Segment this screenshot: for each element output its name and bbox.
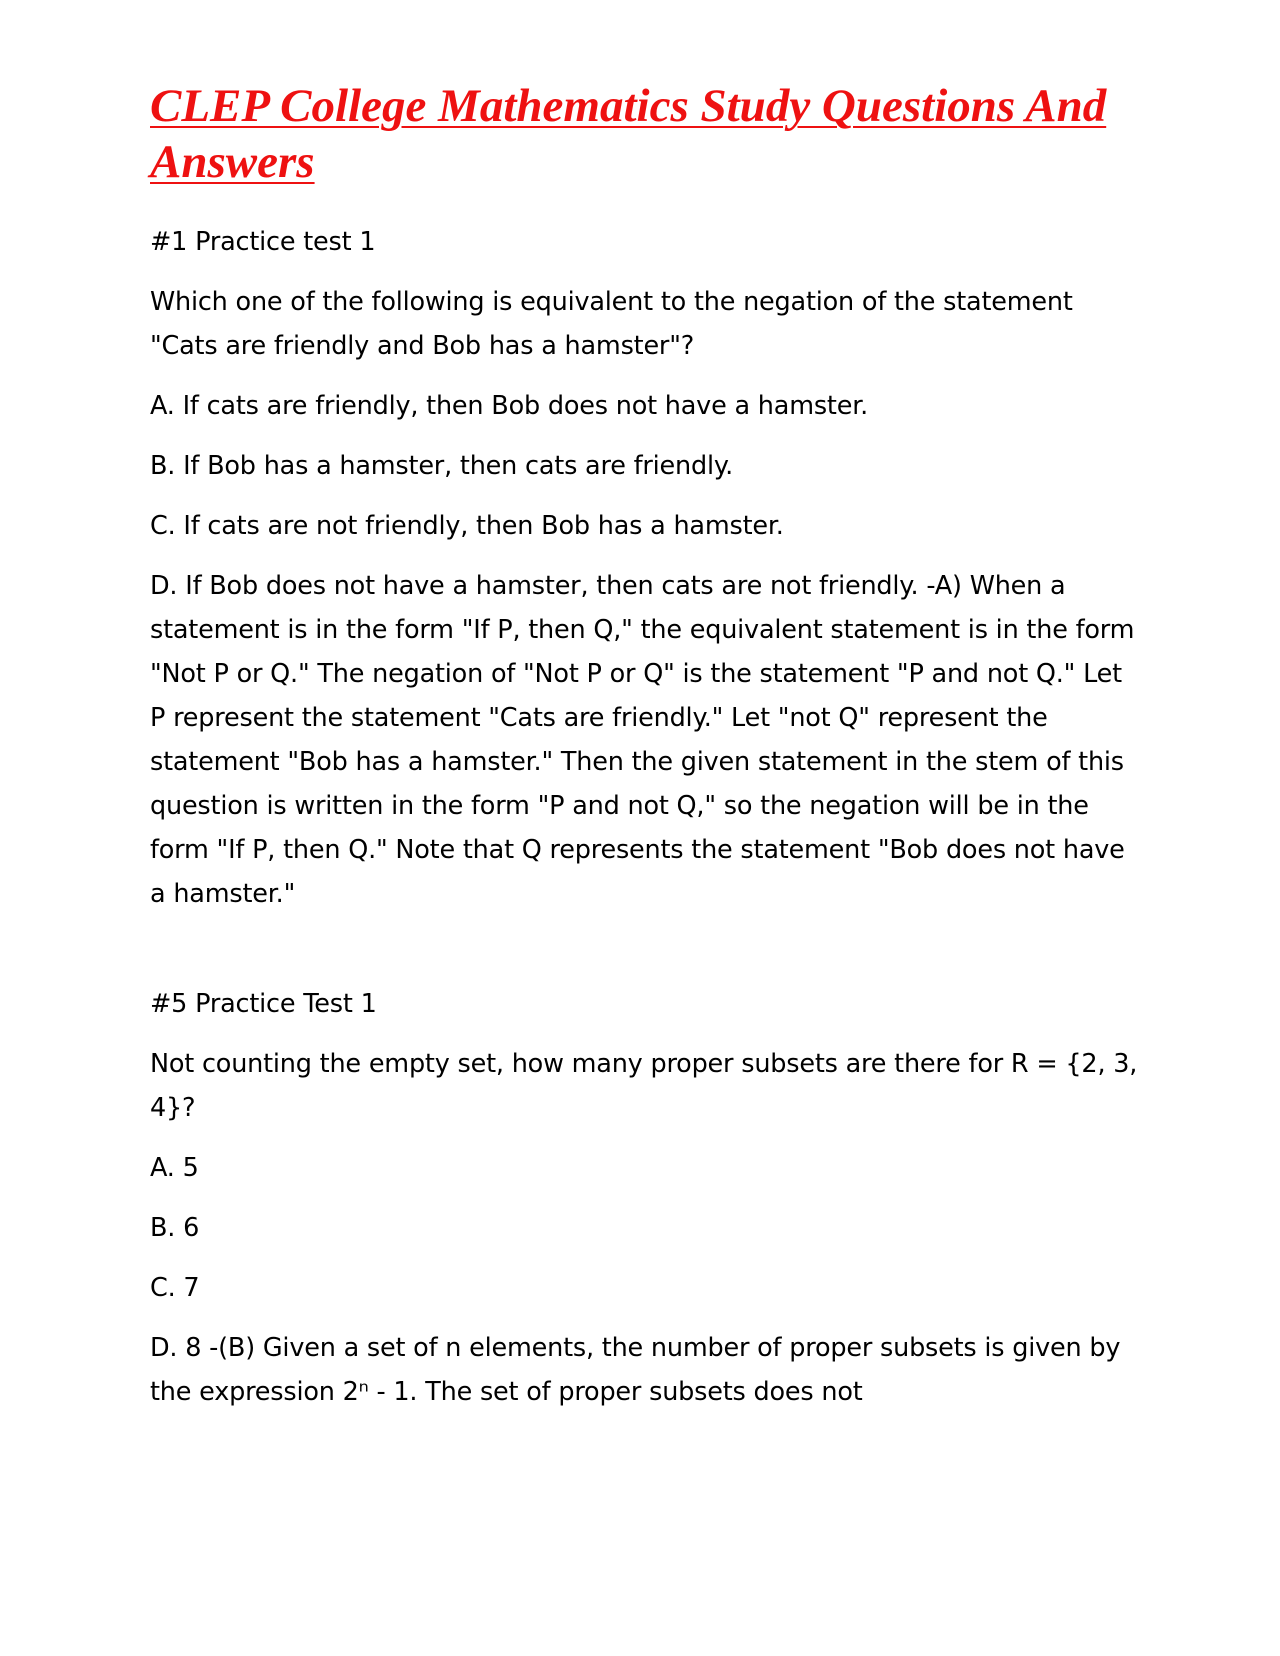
option-a: A. 5 <box>150 1153 199 1183</box>
question-heading: #1 Practice test 1 <box>150 227 376 257</box>
option-b: B. 6 <box>150 1213 200 1243</box>
option-a: A. If cats are friendly, then Bob does not have a hamster. <box>150 391 869 421</box>
question-5 <box>150 982 1140 1414</box>
option-b: B. If Bob has a hamster, then cats are friendly. <box>150 451 734 481</box>
document-page <box>150 78 1140 1430</box>
question-stem: Which one of the following is equivalent to the negation of the statement "Cats are friendly and Bob has a hamster"? <box>150 287 1073 361</box>
question-1 <box>150 220 1140 916</box>
option-c: C. If cats are not friendly, then Bob has a hamster. <box>150 511 784 541</box>
section-spacer <box>150 932 1140 982</box>
option-d-with-explanation: D. 8 -(B) Given a set of n elements, the number of proper subsets is given by the expression 2ⁿ - 1. The set of proper subsets does not <box>150 1333 1121 1407</box>
option-d-with-explanation: D. If Bob does not have a hamster, then cats are not friendly. -A) When a statement is in the form "If P, then Q," the equivalent statement is in the form "Not P or Q." The negation of "Not P or Q" is the statement "P and not Q." Let P represent the statement "Cats are friendly." Let "not Q" represent the statement "Bob has a hamster." Then the given statement in the stem of this question is written in the form "P and not Q," so the negation will be in the form "If P, then Q." Note that Q represents the statement "Bob does not have a hamster." <box>150 571 1135 909</box>
option-c: C. 7 <box>150 1273 200 1303</box>
question-heading: #5 Practice Test 1 <box>150 989 377 1019</box>
question-stem: Not counting the empty set, how many proper subsets are there for R = {2, 3, 4}? <box>150 1049 1138 1123</box>
document-title: CLEP College Mathematics Study Questions And Answers <box>150 80 1107 188</box>
